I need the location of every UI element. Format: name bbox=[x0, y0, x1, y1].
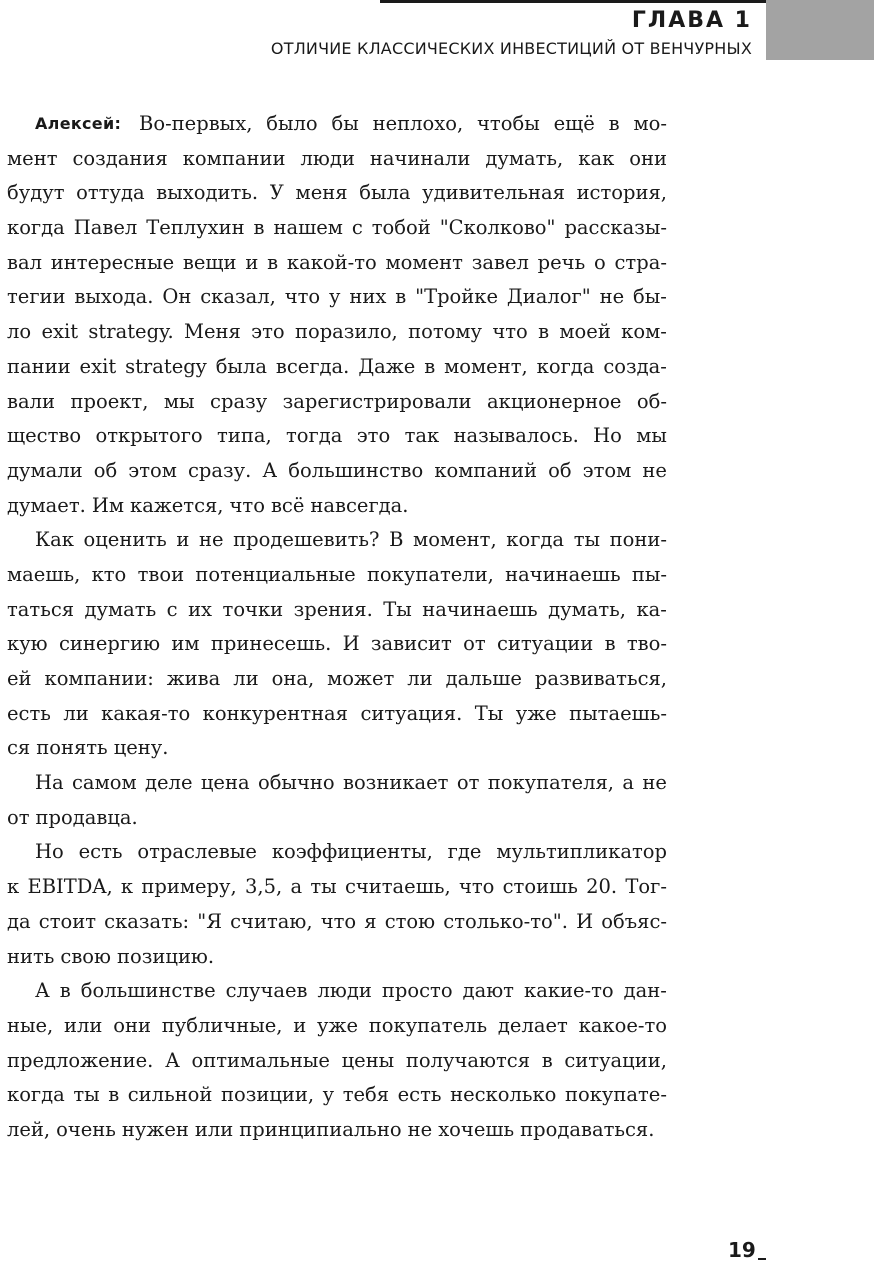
word: Ты bbox=[474, 701, 504, 725]
word: ка- bbox=[636, 597, 667, 621]
word: и bbox=[245, 250, 259, 274]
text-line bbox=[7, 835, 667, 870]
word: момент, bbox=[413, 528, 497, 552]
word: какая-то bbox=[101, 701, 191, 725]
word: когда bbox=[536, 354, 595, 378]
text-line bbox=[7, 176, 667, 211]
word: будут bbox=[7, 181, 65, 205]
word: потенциальные bbox=[195, 562, 356, 586]
word: выходить. bbox=[156, 181, 259, 205]
word: ло bbox=[7, 320, 32, 344]
word: кую bbox=[7, 632, 48, 656]
page-number: 19 bbox=[728, 1238, 756, 1262]
word: ты bbox=[310, 875, 337, 899]
word: сразу. bbox=[187, 458, 252, 482]
word: покупатели, bbox=[366, 562, 494, 586]
word: бы bbox=[331, 112, 359, 135]
word: в bbox=[59, 979, 71, 1003]
word: она, bbox=[271, 667, 315, 690]
word: 3,5, bbox=[244, 875, 283, 899]
word: коэффициенты, bbox=[271, 840, 433, 864]
text-line bbox=[7, 142, 667, 177]
header-rule bbox=[380, 0, 766, 3]
word: деле bbox=[145, 771, 193, 795]
word: стоит bbox=[38, 909, 97, 933]
word: они bbox=[629, 146, 667, 170]
word: уже bbox=[317, 1013, 358, 1037]
word: Даже bbox=[358, 354, 416, 378]
word: Но bbox=[35, 840, 64, 864]
word: вали bbox=[7, 389, 55, 413]
footer-rule bbox=[758, 1258, 766, 1260]
word: возникает bbox=[342, 771, 449, 795]
word: точки bbox=[222, 597, 284, 621]
word: продешевить? bbox=[233, 528, 380, 552]
word: начинаешь bbox=[505, 562, 621, 586]
word: завел bbox=[471, 250, 529, 274]
text-line bbox=[7, 1113, 667, 1148]
word: И bbox=[342, 632, 360, 656]
text-line bbox=[7, 385, 667, 420]
word: получаются bbox=[405, 1048, 531, 1072]
word: В bbox=[389, 528, 404, 552]
word: потому bbox=[408, 320, 482, 344]
word: где bbox=[447, 840, 482, 864]
word: Теплухин bbox=[146, 216, 245, 240]
word: цену. bbox=[113, 736, 169, 760]
word: об- bbox=[636, 389, 667, 413]
word: начинаешь bbox=[422, 597, 538, 621]
word: уже bbox=[515, 701, 557, 725]
word: что bbox=[458, 875, 495, 899]
word: тобой bbox=[371, 216, 431, 240]
word: делает bbox=[497, 1013, 568, 1037]
word: в bbox=[395, 285, 407, 309]
word: неплохо, bbox=[372, 112, 464, 135]
word: EBITDA, bbox=[27, 875, 113, 899]
word: нашем bbox=[273, 216, 343, 240]
word: сильной bbox=[127, 1083, 213, 1107]
text-line bbox=[7, 731, 667, 766]
word: стою bbox=[384, 909, 436, 933]
word: сразу bbox=[210, 389, 268, 413]
text-line bbox=[7, 280, 667, 315]
word: мо- bbox=[633, 112, 667, 135]
word: и bbox=[176, 528, 190, 552]
word: развиваться, bbox=[534, 667, 667, 690]
word: ся bbox=[7, 736, 31, 760]
word: нужен bbox=[121, 1117, 189, 1141]
word: exit bbox=[79, 354, 117, 378]
word: в bbox=[267, 250, 279, 274]
chapter-subtitle: ОТЛИЧИЕ КЛАССИЧЕСКИХ ИНВЕСТИЦИЙ ОТ ВЕНЧУРНЫХ bbox=[270, 39, 752, 58]
speaker-label: Алексей: bbox=[35, 114, 122, 133]
text-line bbox=[7, 246, 667, 281]
word: как bbox=[578, 146, 615, 170]
word: Он bbox=[162, 285, 192, 309]
word: предложение. bbox=[7, 1048, 154, 1072]
word: ситуации bbox=[496, 632, 594, 656]
word: компаний bbox=[434, 458, 538, 482]
word: понять bbox=[36, 736, 108, 760]
chapter-title: ГЛАВА 1 bbox=[631, 8, 752, 33]
word: А bbox=[165, 1048, 180, 1072]
word: ситуация. bbox=[360, 701, 463, 725]
word: сказать: bbox=[104, 909, 190, 933]
word: это bbox=[356, 424, 391, 448]
word: думать, bbox=[485, 146, 564, 170]
word: большинство bbox=[288, 458, 424, 482]
word: лей, bbox=[7, 1117, 51, 1141]
word: "Я bbox=[197, 909, 222, 933]
word: в bbox=[604, 632, 616, 656]
word: этом bbox=[128, 458, 177, 482]
word: с bbox=[351, 216, 363, 240]
text-line bbox=[7, 627, 667, 662]
word: покупателя, bbox=[487, 771, 614, 795]
word: зарегистрировали bbox=[282, 389, 472, 413]
text-line bbox=[7, 940, 667, 975]
word: речь bbox=[537, 250, 586, 274]
text-line bbox=[7, 766, 667, 801]
word: Как bbox=[35, 528, 74, 552]
word: есть bbox=[78, 840, 123, 864]
text-line bbox=[7, 1078, 667, 1113]
word: всегда. bbox=[275, 354, 350, 378]
word: об bbox=[548, 458, 572, 482]
word: А bbox=[35, 979, 50, 1003]
word: позицию. bbox=[117, 944, 215, 968]
word: когда bbox=[7, 216, 65, 240]
word: всё bbox=[270, 493, 305, 517]
word: пытаешь- bbox=[569, 701, 667, 725]
word: какое-то bbox=[578, 1013, 667, 1037]
word: На bbox=[35, 771, 64, 795]
word: Ты bbox=[383, 597, 412, 621]
word: так bbox=[404, 424, 440, 448]
word: оценить bbox=[83, 528, 167, 552]
word: зависит bbox=[370, 632, 452, 656]
word: в bbox=[253, 216, 265, 240]
word: а bbox=[290, 875, 303, 899]
word: объяс- bbox=[601, 909, 667, 933]
word: кто bbox=[91, 562, 127, 586]
text-line bbox=[7, 905, 667, 940]
word: им bbox=[171, 632, 200, 656]
word: щество bbox=[7, 424, 82, 448]
word: когда bbox=[506, 528, 565, 552]
word: к bbox=[120, 875, 134, 899]
word: думать bbox=[84, 597, 157, 621]
word: проект, bbox=[70, 389, 149, 413]
word: Меня bbox=[184, 320, 241, 344]
word: И bbox=[576, 909, 594, 933]
word: что bbox=[229, 493, 265, 517]
word: тво- bbox=[626, 632, 667, 656]
word: твои bbox=[137, 562, 185, 586]
word: оптимальные bbox=[191, 1048, 330, 1072]
word: ли bbox=[63, 701, 89, 725]
word: принесешь. bbox=[210, 632, 332, 656]
text-line bbox=[7, 523, 667, 558]
word: начинали bbox=[369, 146, 471, 170]
word: и bbox=[293, 1013, 307, 1037]
word: ситуации, bbox=[564, 1048, 667, 1072]
text-line bbox=[7, 974, 667, 1009]
word: мы bbox=[636, 424, 667, 448]
word: что bbox=[492, 320, 528, 344]
text-line bbox=[7, 662, 667, 697]
word: компании: bbox=[44, 667, 154, 690]
word: не bbox=[199, 528, 224, 552]
text-line bbox=[7, 315, 667, 350]
word: большинстве bbox=[80, 979, 216, 1003]
word: "Сколково" bbox=[439, 216, 556, 240]
word: создания bbox=[72, 146, 168, 170]
word: зрения. bbox=[293, 597, 373, 621]
text-line bbox=[7, 697, 667, 732]
word: открытого bbox=[95, 424, 203, 448]
word: А bbox=[262, 458, 278, 482]
word: чтобы bbox=[477, 112, 540, 135]
word: тогда bbox=[286, 424, 343, 448]
word: это bbox=[251, 320, 285, 344]
word: рассказы- bbox=[564, 216, 667, 240]
word: момент bbox=[385, 250, 463, 274]
word: них bbox=[349, 285, 387, 309]
word: синергию bbox=[58, 632, 161, 656]
word: Но bbox=[593, 424, 622, 448]
word: пы- bbox=[631, 562, 667, 586]
text-line bbox=[7, 801, 667, 836]
word: обычно bbox=[257, 771, 335, 795]
word: продаваться. bbox=[520, 1117, 655, 1141]
word: об bbox=[93, 458, 118, 482]
word: Им bbox=[91, 493, 124, 517]
word: оттуда bbox=[76, 181, 145, 205]
word: маешь, bbox=[7, 562, 81, 586]
word: публичные, bbox=[161, 1013, 283, 1037]
word: люди bbox=[317, 979, 372, 1003]
word: от bbox=[463, 632, 486, 656]
text-line bbox=[7, 107, 667, 142]
word: навсегда. bbox=[310, 493, 409, 517]
word: 20. bbox=[586, 875, 618, 899]
text-line bbox=[7, 1044, 667, 1079]
word: называлось. bbox=[453, 424, 579, 448]
word: Во-первых, bbox=[139, 112, 253, 135]
word: случаев bbox=[225, 979, 308, 1003]
word: ты bbox=[73, 1083, 100, 1107]
word: дают bbox=[462, 979, 514, 1003]
word: ей bbox=[7, 667, 32, 690]
word: да bbox=[7, 909, 31, 933]
word: в bbox=[108, 1083, 120, 1107]
word: есть bbox=[397, 1083, 442, 1107]
word: они bbox=[113, 1013, 151, 1037]
text-line bbox=[7, 350, 667, 385]
word: strategy bbox=[125, 354, 207, 378]
word: что bbox=[284, 285, 321, 309]
word: история, bbox=[576, 181, 667, 205]
word: сказал, bbox=[200, 285, 276, 309]
word: самом bbox=[72, 771, 137, 795]
word: Диалог" bbox=[506, 285, 591, 309]
word: ли bbox=[233, 667, 259, 690]
word: стра- bbox=[614, 250, 667, 274]
word: в bbox=[538, 320, 550, 344]
word: мультипликатор bbox=[496, 840, 667, 864]
word: хочешь bbox=[438, 1117, 515, 1141]
word: цены bbox=[341, 1048, 395, 1072]
word: думает. bbox=[7, 493, 86, 517]
word: считаешь, bbox=[344, 875, 451, 899]
word: меня bbox=[295, 181, 348, 205]
chapter-tab-marker bbox=[766, 0, 874, 60]
word: пони- bbox=[609, 528, 667, 552]
word: от bbox=[7, 805, 30, 829]
word: нить bbox=[7, 944, 55, 968]
word: не bbox=[599, 285, 625, 309]
word: считаю, bbox=[230, 909, 313, 933]
word: от bbox=[456, 771, 480, 795]
word: дан- bbox=[623, 979, 667, 1003]
word: цена bbox=[200, 771, 250, 795]
word: есть bbox=[7, 701, 51, 725]
text-line bbox=[7, 593, 667, 628]
word: с bbox=[166, 597, 178, 621]
word: типа, bbox=[217, 424, 272, 448]
word: а bbox=[622, 771, 635, 795]
word: кажется, bbox=[130, 493, 224, 517]
word: дальше bbox=[445, 667, 522, 690]
word: интересные bbox=[50, 250, 175, 274]
text-line bbox=[7, 870, 667, 905]
word: "Тройке bbox=[415, 285, 499, 309]
word: что bbox=[320, 909, 357, 933]
word: продавца. bbox=[35, 805, 138, 829]
text-line bbox=[7, 211, 667, 246]
word: не bbox=[642, 458, 667, 482]
word: вал bbox=[7, 250, 42, 274]
text-line bbox=[7, 1009, 667, 1044]
word: очень bbox=[56, 1117, 116, 1141]
word: принципиально bbox=[239, 1117, 402, 1141]
word: думали bbox=[7, 458, 83, 482]
word: ты bbox=[573, 528, 600, 552]
word: жива bbox=[166, 667, 221, 690]
word: была bbox=[215, 354, 267, 378]
word: была bbox=[359, 181, 411, 205]
word: в bbox=[541, 1048, 553, 1072]
word: я bbox=[364, 909, 377, 933]
word: не bbox=[407, 1117, 433, 1141]
word: ли bbox=[407, 667, 433, 690]
word: созда- bbox=[603, 354, 667, 378]
word: конкурентная bbox=[202, 701, 348, 725]
word: ещё bbox=[553, 112, 595, 135]
word: момент, bbox=[444, 354, 528, 378]
word: вещи bbox=[182, 250, 237, 274]
word: моей bbox=[559, 320, 611, 344]
word: удивительная bbox=[422, 181, 565, 205]
word: компании bbox=[182, 146, 286, 170]
word: или bbox=[194, 1117, 234, 1141]
word: у bbox=[329, 285, 341, 309]
word: У bbox=[269, 181, 284, 205]
word: тегии bbox=[7, 285, 66, 309]
word: отраслевые bbox=[137, 840, 257, 864]
word: выхода. bbox=[74, 285, 154, 309]
word: к bbox=[7, 875, 20, 899]
word: пании bbox=[7, 354, 71, 378]
word: strategy. bbox=[88, 320, 174, 344]
word: Павел bbox=[73, 216, 138, 240]
word: в bbox=[608, 112, 620, 135]
word: стоишь bbox=[502, 875, 578, 899]
word: их bbox=[188, 597, 213, 621]
word: у bbox=[322, 1083, 335, 1107]
word: ком- bbox=[621, 320, 667, 344]
body-text bbox=[7, 107, 667, 1148]
text-line bbox=[7, 419, 667, 454]
word: таться bbox=[7, 597, 75, 621]
word: Тог- bbox=[625, 875, 667, 899]
word: просто bbox=[381, 979, 453, 1003]
word: столько-то". bbox=[443, 909, 568, 933]
word: о bbox=[593, 250, 606, 274]
word: акционерное bbox=[487, 389, 622, 413]
text-line bbox=[7, 558, 667, 593]
word: какие-то bbox=[524, 979, 614, 1003]
word: несколько bbox=[450, 1083, 557, 1107]
word: когда bbox=[7, 1083, 65, 1107]
word: тебя bbox=[342, 1083, 390, 1107]
word: мы bbox=[163, 389, 195, 413]
word: или bbox=[64, 1013, 103, 1037]
word: покупатель bbox=[368, 1013, 488, 1037]
word: в bbox=[424, 354, 436, 378]
word: может bbox=[327, 667, 395, 690]
word: мент bbox=[7, 146, 58, 170]
word: позиции, bbox=[220, 1083, 315, 1107]
word: люди bbox=[300, 146, 355, 170]
word: примеру, bbox=[141, 875, 237, 899]
word: покупате- bbox=[564, 1083, 667, 1107]
word: было bbox=[266, 112, 318, 135]
word: думать, bbox=[548, 597, 627, 621]
word: не bbox=[642, 771, 667, 795]
word: свою bbox=[60, 944, 112, 968]
word: поразило, bbox=[294, 320, 398, 344]
word: этом bbox=[582, 458, 632, 482]
word: бы- bbox=[633, 285, 667, 309]
text-line bbox=[7, 489, 667, 524]
text-line bbox=[7, 454, 667, 489]
word: какой-то bbox=[286, 250, 377, 274]
word: exit bbox=[41, 320, 79, 344]
word: ные, bbox=[7, 1013, 54, 1037]
